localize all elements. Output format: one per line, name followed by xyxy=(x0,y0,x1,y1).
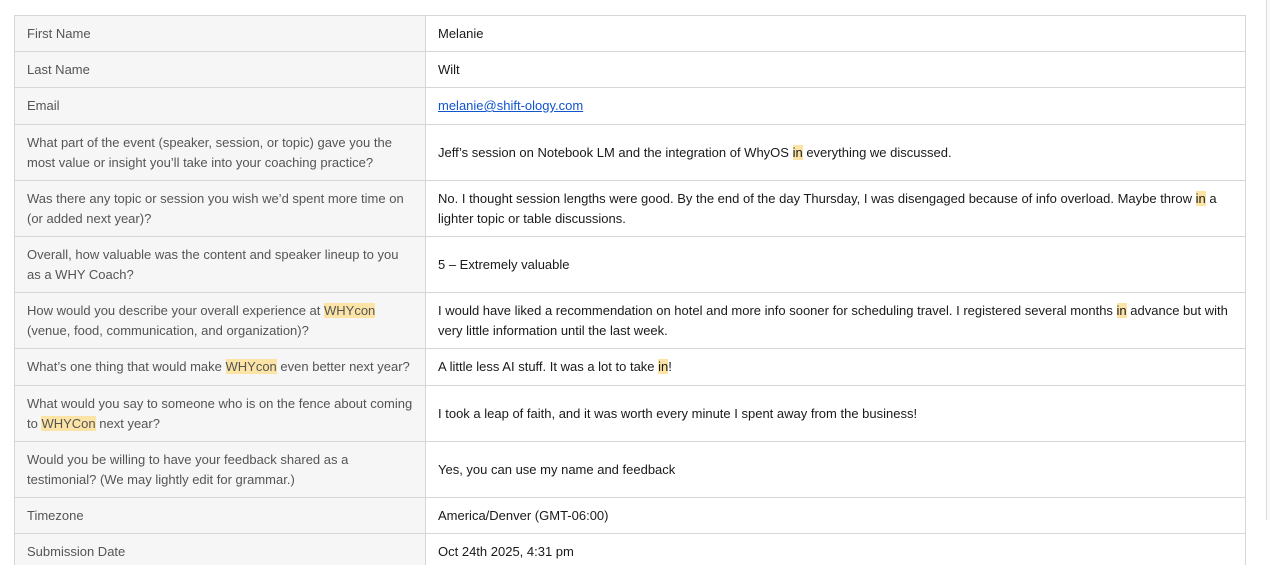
table-row xyxy=(15,125,1246,181)
field-label-submission-date: Submission Date xyxy=(15,534,426,565)
table-row xyxy=(15,52,1246,88)
field-value-testimonial: Yes, you can use my name and feedback xyxy=(426,442,1246,498)
field-value-submission-date: Oct 24th 2025, 4:31 pm xyxy=(426,534,1246,565)
submission-table xyxy=(14,15,1246,565)
field-label-overall-experience: How would you describe your overall experience at WHYcon (venue, food, communication, and organization)? xyxy=(15,293,426,349)
field-label-email: Email xyxy=(15,88,426,125)
table-row xyxy=(15,534,1246,565)
search-highlight: WHYcon xyxy=(324,302,376,318)
field-value-last-name: Wilt xyxy=(426,52,1246,88)
search-highlight: in xyxy=(1116,302,1127,318)
search-highlight: WHYcon xyxy=(225,359,277,374)
table-row xyxy=(15,16,1246,52)
email-link[interactable]: melanie@shift-ology.com xyxy=(438,98,584,113)
field-value-content-value: 5 – Extremely valuable xyxy=(426,237,1246,293)
field-value-email xyxy=(426,88,1246,125)
table-row xyxy=(15,88,1246,125)
field-value-most-value: Jeff’s session on Notebook LM and the integration of WhyOS in everything we discussed. xyxy=(426,125,1246,181)
field-label-more-time: Was there any topic or session you wish we’d spent more time on (or added next year)? xyxy=(15,181,426,237)
field-label-on-the-fence: What would you say to someone who is on the fence about coming to WHYCon next year? xyxy=(15,386,426,442)
field-label-most-value: What part of the event (speaker, session, or topic) gave you the most value or insight you’ll take into your coaching practice? xyxy=(15,125,426,181)
field-value-overall-experience: I would have liked a recommendation on hotel and more info sooner for scheduling travel. I registered several months in advance but with very little information until the last week. xyxy=(426,293,1246,349)
search-highlight: WHYCon xyxy=(41,415,96,431)
table-row xyxy=(15,349,1246,386)
table-row xyxy=(15,237,1246,293)
search-highlight: in xyxy=(1195,190,1206,206)
field-label-last-name: Last Name xyxy=(15,52,426,88)
field-label-timezone: Timezone xyxy=(15,498,426,534)
field-value-timezone: America/Denver (GMT-06:00) xyxy=(426,498,1246,534)
scrollbar[interactable] xyxy=(1266,0,1270,520)
field-value-better-next-year: A little less AI stuff. It was a lot to take in! xyxy=(426,349,1246,386)
field-label-first-name: First Name xyxy=(15,16,426,52)
field-label-better-next-year: What’s one thing that would make WHYcon even better next year? xyxy=(15,349,426,386)
field-value-more-time: No. I thought session lengths were good. By the end of the day Thursday, I was disengaged because of info overload. Maybe throw in a lighter topic or table discussions. xyxy=(426,181,1246,237)
table-row xyxy=(15,442,1246,498)
search-highlight: in xyxy=(792,144,803,160)
search-highlight: in xyxy=(658,359,669,374)
table-row xyxy=(15,181,1246,237)
field-value-first-name: Melanie xyxy=(426,16,1246,52)
table-row xyxy=(15,386,1246,442)
table-row xyxy=(15,498,1246,534)
field-label-testimonial: Would you be willing to have your feedback shared as a testimonial? (We may lightly edit for grammar.) xyxy=(15,442,426,498)
table-row xyxy=(15,293,1246,349)
field-label-content-value: Overall, how valuable was the content and speaker lineup to you as a WHY Coach? xyxy=(15,237,426,293)
field-value-on-the-fence: I took a leap of faith, and it was worth every minute I spent away from the business! xyxy=(426,386,1246,442)
